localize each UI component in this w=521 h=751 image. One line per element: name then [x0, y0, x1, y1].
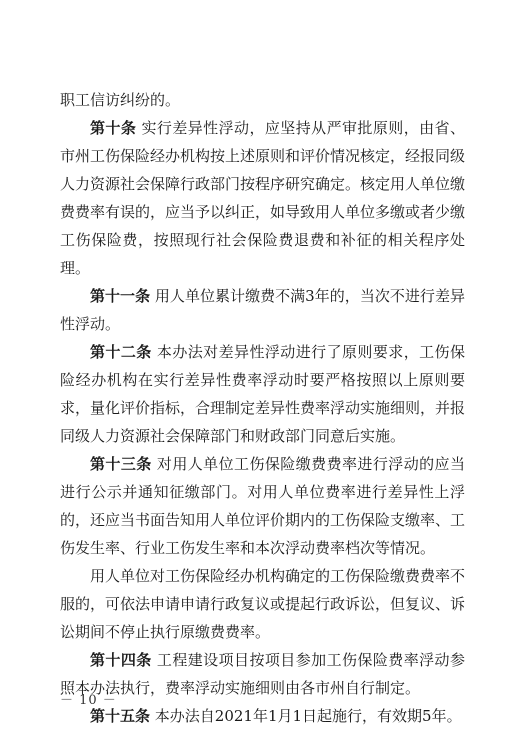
article-number: 第十五条 — [90, 707, 151, 725]
article-12 — [60, 338, 465, 450]
article-15 — [60, 702, 465, 730]
plain-paragraph: 用人单位对工伤保险经办机构确定的工伤保险缴费费率不服的，可依法申请申请行政复议或提起行政诉讼，但复议、诉讼期间不停止执行原缴费费率。 — [60, 567, 466, 641]
article-10 — [60, 114, 465, 282]
document-body — [60, 86, 465, 730]
article-text: 本办法对差异性浮动进行了原则要求，工伤保险经办机构在实行差异性费率浮动时要严格按照以上原则要求，量化评价指标，合理制定差异性费率浮动实施细则，并报同级人力资源社会保障部门和财政部门同意后实施。 — [60, 343, 466, 445]
article-text: 本办法自2021年1月1日起施行，有效期5年。 — [154, 707, 462, 725]
article-text: 实行差异性浮动，应坚持从严审批原则，由省、市州工伤保险经办机构按上述原则和评价情况核定，经报同级人力资源社会保障行政部门按程序研究确定。核定用人单位缴费费率有误的，应当予以纠正，如导致用人单位多缴或者少缴工伤保险费，按照现行社会保险费退费和补征的相关程序处理。 — [60, 119, 466, 277]
continuation-text: 职工信访纠纷的。 — [60, 91, 181, 109]
page-number: － 10 － — [60, 693, 117, 708]
article-number: 第十二条 — [90, 343, 152, 361]
article-text: 对用人单位工伤保险缴费费率进行浮动的应当进行公示并通知征缴部门。对用人单位费率进行差异性上浮的，还应当书面告知用人单位评价期内的工伤保险支缴率、工伤发生率、行业工伤发生率和本次浮动费率档次等情况。 — [60, 455, 466, 557]
article-11 — [60, 282, 465, 338]
article-text: 用人单位累计缴费不满3年的，当次不进行差异性浮动。 — [60, 287, 465, 333]
article-text: 工程建设项目按项目参加工伤保险费率浮动参照本办法执行，费率浮动实施细则由各市州自行制定。 — [60, 651, 465, 697]
article-number: 第十一条 — [90, 287, 151, 305]
article-14 — [60, 646, 465, 702]
article-13 — [60, 450, 465, 562]
article-number: 第十四条 — [90, 651, 152, 669]
article-number: 第十三条 — [90, 455, 152, 473]
article-number: 第十条 — [90, 119, 137, 137]
